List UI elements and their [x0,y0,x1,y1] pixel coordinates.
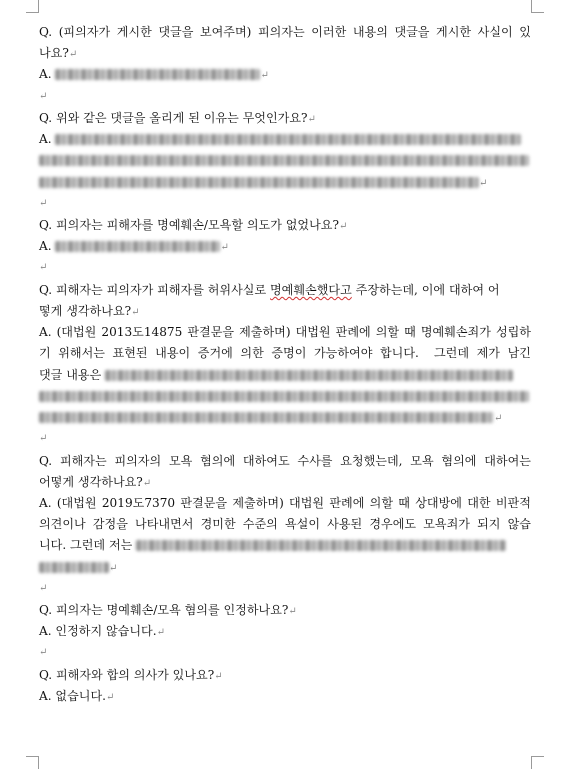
text-word: 상대방에 [415,495,462,510]
text-word: 기 [39,346,51,361]
text-run: A. 없습니다. [39,689,106,704]
paragraph-mark: ↵ [68,49,78,61]
empty-paragraph [39,257,531,279]
text-word: 제가 [476,346,500,361]
text-word: 않습 [507,517,531,532]
text-word: 피의자의 [114,453,162,468]
text-word: 경우에도 [369,517,417,532]
page-corner-mark [531,756,544,769]
text-word: 내용의 [352,25,388,39]
answer-line [39,386,531,407]
text-word: 모욕 [410,453,434,468]
text-word: 경미한 [200,517,236,532]
paragraph-mark: ↵ [338,221,348,233]
text-word: 판례에 [335,325,371,340]
text-word: 욕설이 [284,517,321,532]
text-run: 어떻게 생각하나요? [39,474,143,489]
text-word: 합니다. [379,346,419,361]
text-word: 대한 [467,495,491,510]
empty-paragraph [39,193,531,215]
text-word: 나타내면서 [135,517,194,532]
page-corner-mark [26,0,39,13]
question-line [39,301,531,322]
paragraph-mark: ↵ [106,692,115,704]
text-word: 되지 [477,517,501,532]
text-run: Q. 피해자는 피의자가 피해자를 허위사실로 [39,282,267,297]
text-word: 의한 [240,346,264,361]
text-word: 의할 [369,495,394,510]
text-word: 대하여는 [484,453,531,468]
text-word: 때 [398,495,410,510]
text-word: 게시한 [116,25,152,39]
text-run: 나요? [39,46,69,61]
text-word: 요청했는데, [340,453,403,468]
redacted-text [39,412,494,423]
text-word: 2013도14875 [101,325,183,340]
question-line [39,43,531,64]
paragraph-mark: ↵ [39,197,48,209]
text-word: 있 [519,25,531,39]
redacted-text [39,177,479,188]
text-word: (대법원 [56,495,97,510]
empty-paragraph [39,642,531,664]
text-word: 제출하며) [232,495,284,510]
question-line [39,108,531,129]
paragraph-mark: ↵ [220,242,229,254]
text-word: 판례에 [329,495,365,510]
text-word: 대법원 [295,325,331,340]
text-run: A. 인정하지 않습니다. [39,624,157,639]
text-word: 모욕 [168,453,193,468]
text-word: 내용이 [155,346,191,361]
text-word: 남긴 [507,346,531,361]
text-word: 판결문을 [180,495,228,510]
answer-line [39,514,531,535]
text-word: 혐의에 [441,453,477,468]
question-line [39,600,531,621]
question-line [39,280,531,301]
text-run: 댓글 내용은 [39,367,102,382]
paragraph-mark: ↵ [39,433,48,445]
text-word: 제출하며) [239,325,291,340]
answer-line [39,365,531,386]
redacted-text [55,241,220,252]
paragraph-mark: ↵ [156,627,165,639]
text-run: Q. 피의자는 피해자를 명예훼손/모욕할 의도가 없었나요? [39,218,339,233]
text-word: (피의자가 [58,25,111,39]
answer-line [39,129,531,150]
answer-line [39,64,531,85]
text-word: 감정을 [92,517,128,532]
text-word: A. [39,495,52,510]
redacted-text [136,540,506,551]
question-line [39,472,531,493]
text-word: 비판적 [495,495,531,510]
text-word: 증거에 [197,346,233,361]
paragraph-mark: ↵ [39,90,48,102]
text-run: 떻게 생각하나요? [39,304,132,319]
text-word: 모욕죄가 [423,517,470,532]
paragraph-mark: ↵ [307,113,316,125]
paragraph-mark: ↵ [39,647,48,659]
text-run: Q. 피의자는 명예훼손/모욕 혐의를 인정하나요? [39,603,289,618]
redacted-text [105,370,513,381]
text-run: 주장하는데, 이에 대하여 어 [355,282,500,297]
paragraph-mark: ↵ [109,562,118,574]
answer-line [39,407,531,428]
redacted-text [39,391,529,402]
empty-paragraph [39,86,531,108]
paragraph-mark: ↵ [494,412,503,424]
paragraph-mark: ↵ [39,262,48,274]
text-word: 증명이 [271,346,307,361]
document-page [39,22,531,707]
answer-line [39,493,531,514]
paragraph-mark: ↵ [288,606,297,618]
text-word: 판결문을 [187,325,235,340]
redacted-text [39,562,109,573]
page-corner-mark [531,0,544,13]
text-word: 이러한 [311,25,347,39]
answer-line [39,172,531,193]
empty-paragraph [39,428,531,450]
text-word: 명예훼손죄가 [420,325,491,340]
text-word: Q. [39,25,53,39]
text-word: (대법원 [56,325,97,340]
text-word: 보여주며) [199,25,252,39]
text-word: 때 [404,325,416,340]
text-word: 수사를 [297,453,333,468]
redacted-text [55,134,521,145]
text-word: 수준의 [242,517,278,532]
text-word: 위해서는 [58,346,105,361]
paragraph-mark: ↵ [142,477,152,489]
empty-paragraph [39,578,531,600]
redacted-text [39,155,529,166]
answer-line [39,557,531,578]
text-run: A. [39,239,52,254]
question-line [39,665,531,686]
text-word: 가능하여야 [313,346,373,361]
text-run: 니다. 그런데 저는 [39,538,133,553]
spellcheck-word: 명예훼손했다고 [270,282,352,297]
text-word: 사용된 [327,517,363,532]
text-word: 댓글을 [158,25,194,39]
text-word: 대하여도 [242,453,290,468]
text-word: 게시한 [436,25,472,39]
answer-line [39,686,531,707]
text-word: 사실이 [477,25,513,39]
answer-line [39,343,531,364]
text-word: 피해자는 [59,453,107,468]
text-word: 혐의에 [200,453,236,468]
paragraph-mark: ↵ [131,307,140,319]
answer-line [39,322,531,343]
text-run: A. [39,67,52,82]
paragraph-mark: ↵ [260,70,269,82]
paragraph-mark: ↵ [214,670,223,682]
paragraph-mark: ↵ [39,582,48,594]
text-word: 성립하 [495,325,531,340]
text-word: 댓글을 [394,25,430,39]
text-word: A. [39,325,52,340]
question-line [39,451,531,472]
text-word: 대법원 [289,495,325,510]
text-word: 표현된 [112,346,148,361]
text-run: Q. 위와 같은 댓글을 올리게 된 이유는 무엇인가요? [39,110,308,125]
answer-line [39,150,531,171]
text-run: Q. 피해자와 합의 의사가 있나요? [39,667,215,682]
text-word: 피의자는 [257,25,305,39]
answer-line [39,535,531,556]
text-word: 2019도7370 [101,495,176,510]
answer-line [39,621,531,642]
question-line [39,215,531,236]
text-word: Q. [39,453,53,468]
page-corner-mark [26,756,39,769]
redacted-text [55,69,260,80]
text-word: 의견이나 [39,517,86,532]
text-word: 그런데 [434,346,470,361]
text-run: A. [39,132,52,147]
paragraph-mark: ↵ [479,177,488,189]
answer-line [39,236,531,257]
question-line [39,22,531,43]
text-word: 의할 [375,325,400,340]
